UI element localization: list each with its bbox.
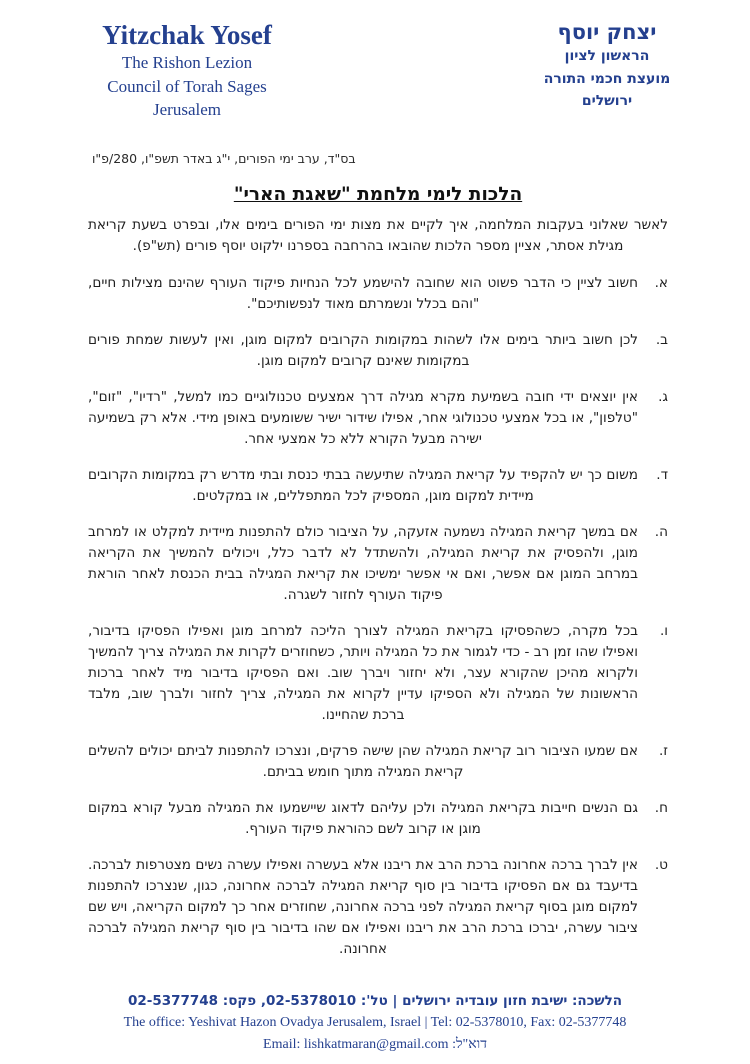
letterhead [0,0,750,121]
item-text: אם במשך קריאת המגילה נשמעה אזעקה, על הציבור כולם להתפנות מיידית למקלט או למרחב מוגן, ולהפסיק את קריאת המגילה, ולהשתדל לא לדבר כלל, ויכולים להמשיך את הקריאה במרחב המוגן אם אפשר, ואם אי אפשר ימשיכו את קריאת המגילה בבית הכנסת לאחר הוראת פיקוד העורף לחזור לשגרה. [88,524,638,604]
item-letter: ה. [654,524,668,541]
document-body [0,166,750,960]
footer-email-line: דוא"ל: Email: lishkatmaran@gmail.com [263,1037,487,1052]
letterhead-english-title: The Rishon Lezion [121,53,253,73]
footer-english-line: The office: Yeshivat Hazon Ovadya Jerusalem, Israel | Tel: 02-5378010, Fax: 02-5377748 [123,1015,627,1030]
item-text: גם הנשים חייבות בקריאת המגילה ולכן עליהם לדאוג שיישמעו את המגילה מבעל קורא במקום מוגן או קרוב לשם כהוראת פיקוד העורף. [88,800,638,838]
letterhead-hebrew-city: ירושלים [581,92,633,109]
item-text: חשוב לציין כי הדבר פשוט הוא שחובה להישמע לכל הנחיות פיקוד העורף שהינם מצילות חיים, "והם בכלל ונשמרתם מאוד לנפשותיכם". [88,275,638,313]
item-text: אין יוצאים ידי חובה בשמיעת מקרא מגילה דרך אמצעים טכנולוגיים כמו למשל, "רדיו", "זום", "טלפון", או בכל אמצעי טכנולוגי אחר, אפילו שידור ישיר ששומעים באופן מידי. אלא רק בשמיעה ישירה מבעל הקורא ללא כל אמצעי אחר. [88,389,638,448]
letterhead-hebrew-name: יצחק יוסף [557,20,657,44]
item-letter: ז. [658,743,668,760]
intro-paragraph: לאשר שאלוני בעקבות המלחמה, איך לקיים את מצות ימי הפורים בימים אלו, ובפרט בשעת קריאת מגילת אסתר, אציין מספר הלכות שהובאו בהרחבה בספרנו ילקוט יוסף פורים (תש"פ). [88,217,668,255]
item-letter: ג. [658,389,668,406]
item-text: בכל מקרה, כשהפסיקו בקריאת המגילה לצורך הליכה למרחב מוגן ואפילו הפסיקו בדיבור, ואפילו שהו זמן רב - כדי לגמור את כל המגילה ויותר, כשחוזרים לקרות את המגילה צריך להמשיך ולקרוא מהיכן שהקורא עצר, ולא יחזור ויברך שוב. ואם הפסיקו בדיבור מיד לאחר ברכות הראשונות של המגילה ולא הספיקו עדיין לקרוא את המגילה, צריך לחזור ולברך שוב, מלבד ברכת שהחיינו. [88,623,638,724]
letterhead-hebrew-block [522,20,692,112]
letterhead-hebrew-title: הראשון לציון [564,48,650,65]
halacha-item-7 [88,741,668,783]
letterhead-english-city: Jerusalem [153,99,221,119]
halacha-item-6 [88,621,668,726]
item-letter: ב. [655,332,668,349]
item-letter: א. [654,275,668,292]
letterhead-english-block [72,20,302,121]
date-line: בס"ד, ערב ימי הפורים, י"ג באדר תשפ"ו, 280/פ"ו [92,151,356,167]
halacha-item-5 [88,522,668,606]
item-letter: ח. [654,800,668,817]
letterhead-english-name: Yitzchak Yosef [102,20,272,50]
item-letter: ד. [656,467,668,484]
item-letter: ו. [659,623,668,640]
item-text: משום כך יש להקפיד על קריאת המגילה שתיעשה בבתי כנסת ובתי מדרש רק במקומות הקרובים מיידית למקום מוגן, המספיק לכל המתפללים, או במקלטים. [88,467,638,505]
letterhead-hebrew-council: מועצת חכמי התורה [543,70,671,87]
footer-hebrew-line: הלשכה: ישיבת חזון עובדיה ירושלים | טל': 02-5378010, פקס: 02-5377748 [127,993,623,1009]
halacha-item-1 [88,273,668,315]
item-text: אין לברך ברכה אחרונה ברכת הרב את ריבנו אלא בעשרה ואפילו עשרה נשים מצטרפות לברכה. בדיעבד גם אם הפסיקו בדיבור בין סוף קריאת המגילה לברכה אחרונה, כגון, שנצרכו להתפנות למקום מוגן בסוף קריאת המגילה לפני ברכה אחרונה, שחוזרים אחר כך למקום הקריאה, ויש שם ציבור עשרה, יברכו ברכת הרב את ריבנו ואפילו אם שהו בדיבור בין סוף קריאת המגילה לברכה אחרונה. [88,857,638,958]
halacha-item-8 [88,798,668,840]
item-text: אם שמעו הציבור רוב קריאת המגילה שהן שישה פרקים, ונצרכו להתפנות לביתם יכולים להשלים קריאת המגילה מתוך חומש בביתם. [88,743,638,781]
letterhead-english-council: Council of Torah Sages [107,76,267,96]
halacha-item-4 [88,465,668,507]
footer [0,990,750,1056]
document-title: הלכות לימי מלחמת "שאגת הארי" [233,184,523,206]
halacha-item-3 [88,387,668,450]
halacha-item-9 [88,855,668,960]
item-text: לכן חשוב ביותר בימים אלו לשהות במקומות הקרובים למקום מוגן, ואין לעשות שמחת פורים במקומות שאינם קרובים למקום מוגן. [88,332,638,370]
halacha-item-2 [88,330,668,372]
item-letter: ט. [654,857,668,874]
